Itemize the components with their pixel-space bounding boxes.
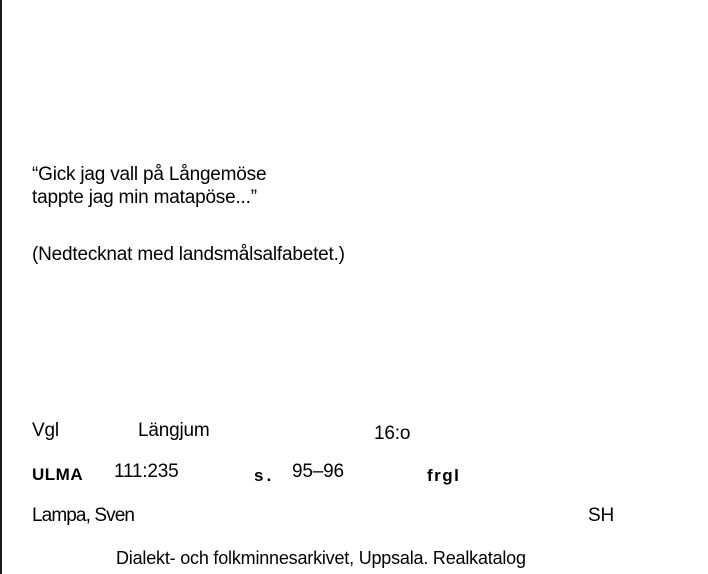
collector-name: Lampa, Sven [32,505,135,526]
category-code: frgl [427,466,461,485]
pages-label: s. [254,466,275,485]
place-code: 16:o [374,423,411,444]
verse-line-1: “Gick jag vall på Långemöse [32,164,267,185]
transcription-note: (Nedtecknat med landsmålsalfabetet.) [32,244,345,265]
recorder-initials: SH [588,505,614,526]
province-label: Vgl [32,420,59,441]
card-left-edge [0,0,2,574]
place-name: Längjum [138,420,210,441]
page-range: 95–96 [292,461,344,482]
archive-footer: Dialekt- och folkminnesarkivet, Uppsala. Realkatalog [116,548,526,568]
archive-number: 111:235 [114,461,179,482]
verse-line-2: tappte jag min matapöse...” [32,187,257,208]
archive-abbreviation: ULMA [32,465,84,484]
